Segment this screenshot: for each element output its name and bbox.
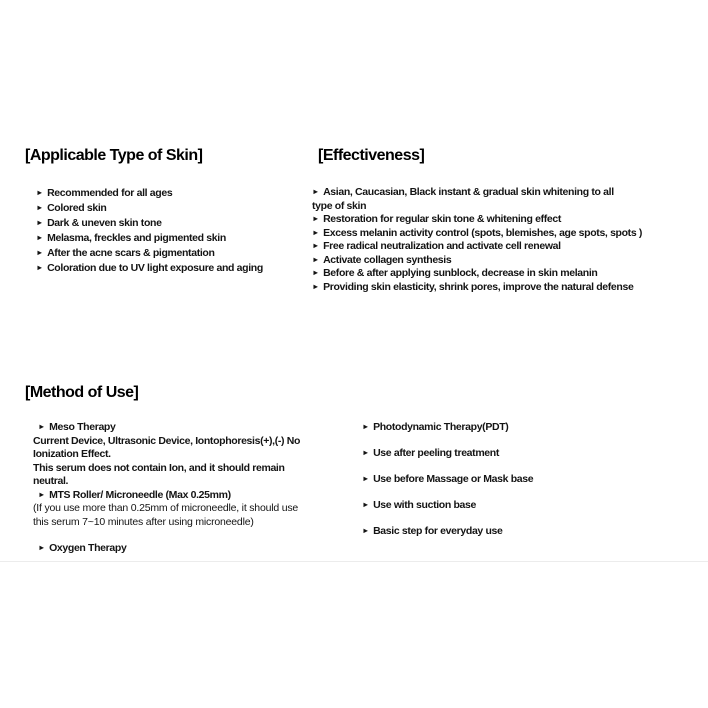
list-item-text: Asian, Caucasian, Black instant & gradual skin whitening to all [323,186,614,198]
list-item-text: Activate collagen synthesis [323,253,452,266]
applicable-skin-title: [Applicable Type of Skin] [25,147,203,164]
list-item-text: neutral. [33,475,69,487]
bullet-icon: ► [36,188,44,197]
list-item-text: Excess melanin activity control (spots, blemishes, age spots, spots ) [323,226,643,239]
list-item-text: MTS Roller/ Microneedle (Max 0.25mm) [49,488,231,501]
list-item [312,254,642,268]
method-of-use-title: [Method of Use] [25,384,139,401]
list-item [36,261,263,276]
list-item [36,231,263,246]
list-item [362,499,533,513]
list-item-text: Photodynamic Therapy(PDT) [373,421,509,433]
list-item-text: Basic step for everyday use [373,525,503,537]
list-item-text: Recommended for all ages [47,187,173,199]
list-item-text: Ionization Effect. [33,448,111,460]
list-item-text: Melasma, freckles and pigmented skin [47,232,226,244]
list-item [312,267,642,281]
bullet-icon: ► [38,543,46,552]
list-item [36,186,263,201]
list-item [33,489,300,503]
method-of-use-right-list [362,421,533,551]
bullet-icon: ► [312,254,320,264]
list-item-text: After the acne scars & pigmentation [47,247,215,259]
bullet-icon: ► [36,218,44,227]
list-item-text: Use after peeling treatment [373,447,500,459]
list-item [312,200,642,214]
list-item-text: Colored skin [47,202,107,214]
list-item [33,435,300,449]
bullet-icon: ► [36,203,44,212]
list-item [312,213,642,227]
bullet-icon: ► [362,448,370,457]
bullet-icon: ► [362,474,370,483]
list-item [36,246,263,261]
list-item-text: This serum does not contain Ion, and it should remain [33,461,285,474]
list-item-text: Providing skin elasticity, shrink pores, improve the natural defense [323,280,634,293]
list-item [33,502,300,516]
list-item [362,421,533,435]
bullet-icon: ► [36,248,44,257]
list-item [36,201,263,216]
list-item-text: type of skin [312,199,367,212]
list-item [33,421,300,435]
bullet-icon: ► [362,526,370,535]
applicable-skin-list [36,186,263,276]
list-item [33,516,300,530]
list-item [362,447,533,461]
bullet-icon: ► [312,268,320,277]
list-item-text: Before & after applying sunblock, decrease in skin melanin [323,267,598,279]
list-item [33,475,300,489]
bullet-icon: ► [36,263,44,272]
list-item-text: Current Device, Ultrasonic Device, Iontophoresis(+),(-) No [33,434,301,447]
bullet-icon: ► [362,422,370,431]
list-item-text: Oxygen Therapy [49,542,127,554]
list-item [33,542,300,556]
list-item [362,525,533,539]
list-item-text: Use with suction base [373,499,477,511]
bullet-icon: ► [36,233,44,242]
list-item-text: Coloration due to UV light exposure and aging [47,262,263,274]
list-item-text: Meso Therapy [49,421,116,433]
effectiveness-title: [Effectiveness] [318,147,425,164]
method-of-use-left-list [33,421,300,556]
list-item-text: Dark & uneven skin tone [47,217,162,229]
divider-line [0,561,708,562]
list-item [33,462,300,476]
list-item-text: (If you use more than 0.25mm of microneedle, it should use [33,502,299,514]
list-item [312,227,642,241]
bullet-icon: ► [312,281,320,291]
bullet-icon: ► [312,187,320,196]
list-item [312,281,642,295]
list-item-text: Free radical neutralization and activate cell renewal [323,240,561,252]
list-item-text: this serum 7~10 minutes after using microneedle) [33,515,254,528]
bullet-icon: ► [362,500,370,509]
bullet-icon: ► [312,241,320,250]
list-item [362,473,533,487]
bullet-icon: ► [38,422,46,431]
effectiveness-list [312,186,642,294]
list-item [33,448,300,462]
list-item-text: Use before Massage or Mask base [373,473,534,485]
bullet-icon: ► [312,214,320,223]
list-item [312,186,642,200]
bullet-icon: ► [38,489,46,499]
bullet-icon: ► [312,227,320,237]
list-item [312,240,642,254]
list-item [36,216,263,231]
list-item-text: Restoration for regular skin tone & whitening effect [323,213,561,225]
